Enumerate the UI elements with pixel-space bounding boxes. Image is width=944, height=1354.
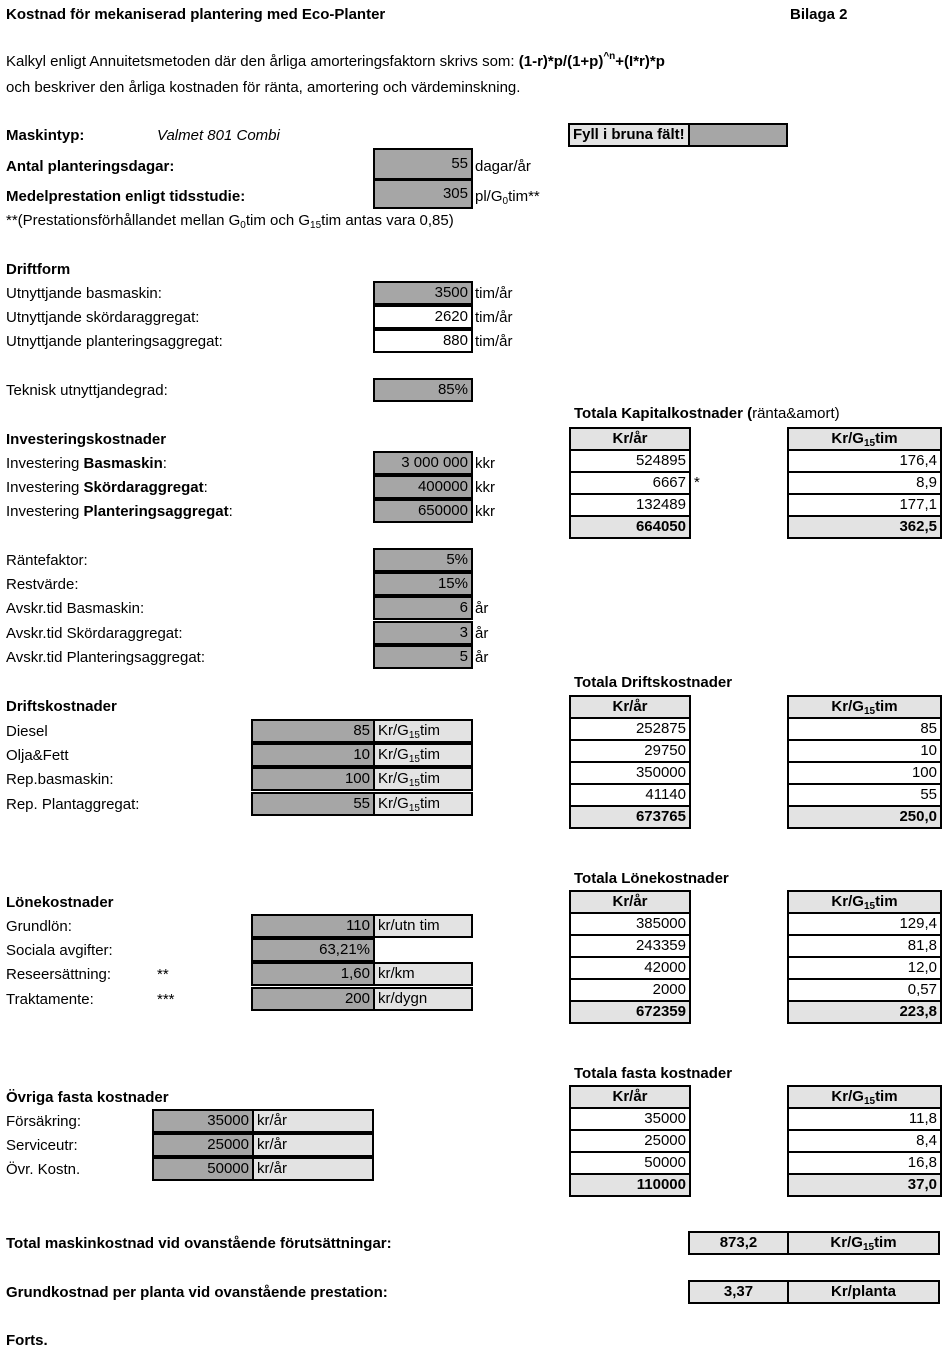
- fixed-heading: Övriga fasta kostnader: [6, 1089, 169, 1106]
- table-row: [570, 935, 941, 957]
- planting-days-unit: dagar/år: [475, 158, 531, 175]
- performance-unit: [475, 186, 540, 208]
- cell-yr: 42000: [570, 957, 690, 979]
- op-unit-b: tim: [419, 770, 440, 787]
- wage-mark-3: ***: [157, 991, 175, 1008]
- investment-prefix: Investering: [6, 479, 84, 496]
- col2-a: Kr/G: [831, 1088, 864, 1105]
- perf-unit-sub: 0: [502, 196, 509, 207]
- factor-unit-4: år: [475, 649, 489, 666]
- total-machine-unit: [787, 1231, 940, 1255]
- cell-h: 129,4: [788, 913, 941, 935]
- row-mark: *: [690, 472, 788, 494]
- op-unit-a: Kr/G: [378, 722, 409, 739]
- col-header-kr-g15: [788, 891, 941, 913]
- table-row-total: [570, 1001, 941, 1023]
- ratio-note-c: tim antas vara 0,85): [321, 212, 454, 229]
- fixed-input-1[interactable]: 25000: [152, 1133, 254, 1157]
- technical-input[interactable]: 85%: [373, 378, 473, 402]
- investment-name-0: Basmaskin: [83, 455, 163, 472]
- operating-unit-1: [373, 743, 473, 767]
- table-row: [570, 740, 941, 762]
- tm-unit-a: Kr/G: [830, 1234, 863, 1251]
- table-row: [570, 784, 941, 806]
- drift-input-2[interactable]: 880: [373, 329, 473, 353]
- row-mark: [690, 450, 788, 472]
- investment-input-2[interactable]: 650000: [373, 499, 473, 523]
- fixed-input-2[interactable]: 50000: [152, 1157, 254, 1181]
- factor-input-2[interactable]: 6: [373, 596, 473, 620]
- fixed-totals-table: [569, 1085, 942, 1197]
- drift-label-1: Utnyttjande skördaraggregat:: [6, 309, 200, 326]
- spacer-cell: [690, 1130, 788, 1152]
- total-h: 362,5: [788, 516, 941, 538]
- wages-heading: Lönekostnader: [6, 894, 114, 911]
- op-unit-b: tim: [419, 795, 440, 812]
- wage-totals-table: [569, 890, 942, 1024]
- fixed-input-0[interactable]: 35000: [152, 1109, 254, 1133]
- wage-unit-2: kr/km: [373, 962, 473, 986]
- cell-h: 0,57: [788, 979, 941, 1001]
- factor-label-2: Avskr.tid Basmaskin:: [6, 600, 145, 617]
- fixed-unit-0: kr/år: [252, 1109, 374, 1133]
- col-header-kr-g15: [788, 696, 941, 718]
- wage-label-2: Reseersättning:: [6, 966, 112, 983]
- investment-label-1: [6, 477, 208, 499]
- drift-label-2: Utnyttjande planteringsaggregat:: [6, 333, 223, 350]
- table-row: [570, 762, 941, 784]
- cell-yr: 243359: [570, 935, 690, 957]
- table-row: [570, 979, 941, 1001]
- col2-b: tim: [875, 430, 898, 447]
- formula-part-b: +(I*r)*p: [615, 53, 665, 70]
- cell-h: 81,8: [788, 935, 941, 957]
- per-plant-label: Grundkostnad per planta vid ovanstående prestation:: [6, 1284, 388, 1301]
- spacer-cell: [690, 516, 788, 538]
- op-unit-sub: 15: [408, 778, 420, 789]
- investment-input-1[interactable]: 400000: [373, 475, 473, 499]
- col-header-kr-ar: Kr/år: [570, 891, 690, 913]
- formula-exponent: ^n: [603, 51, 616, 62]
- factor-input-3[interactable]: 3: [373, 621, 473, 645]
- operating-input-2[interactable]: 100: [251, 767, 375, 791]
- operating-input-3[interactable]: 55: [251, 792, 375, 816]
- cell-yr: 35000: [570, 1108, 690, 1130]
- table-row: [570, 1152, 941, 1174]
- cell-yr: 41140: [570, 784, 690, 806]
- operating-unit-0: [373, 719, 473, 743]
- factor-unit-2: år: [475, 600, 489, 617]
- spacer-cell: [690, 957, 788, 979]
- table-row-total: [570, 516, 941, 538]
- col2-b: tim: [875, 893, 898, 910]
- spacer-cell: [690, 740, 788, 762]
- ratio-note-sub2: 15: [310, 220, 322, 231]
- factor-unit-3: år: [475, 625, 489, 642]
- op-unit-sub: 15: [408, 754, 420, 765]
- appendix-label: Bilaga 2: [790, 6, 848, 23]
- ratio-note-b: tim och G: [245, 212, 311, 229]
- continued-label: Forts.: [6, 1332, 48, 1349]
- wage-label-3: Traktamente:: [6, 991, 94, 1008]
- cell-h: 12,0: [788, 957, 941, 979]
- wage-input-1[interactable]: 63,21%: [251, 938, 375, 962]
- table-row: [570, 472, 941, 494]
- table-row: [570, 891, 941, 913]
- factor-input-4[interactable]: 5: [373, 645, 473, 669]
- spacer-cell: [690, 935, 788, 957]
- spacer-cell: [690, 1086, 788, 1108]
- investment-colon-0: :: [162, 455, 167, 472]
- operating-label-3: Rep. Plantaggregat:: [6, 796, 140, 813]
- wage-input-0[interactable]: 110: [251, 914, 375, 938]
- intro-text: Kalkyl enligt Annuitetsmetoden där den årliga amorteringsfaktorn skrivs som:: [6, 53, 519, 70]
- cell-h: 100: [788, 762, 941, 784]
- total-yr: 673765: [570, 806, 690, 828]
- wage-input-2[interactable]: 1,60: [251, 962, 375, 986]
- table-row: [570, 1086, 941, 1108]
- col2-a: Kr/G: [831, 893, 864, 910]
- cell-h: 55: [788, 784, 941, 806]
- operating-label-2: Rep.basmaskin:: [6, 771, 114, 788]
- table-row-total: [570, 806, 941, 828]
- op-unit-b: tim: [419, 722, 440, 739]
- table-row: [570, 450, 941, 472]
- total-machine-value: 873,2: [688, 1231, 789, 1255]
- driftform-heading: Driftform: [6, 261, 71, 278]
- capital-totals-title: [574, 403, 840, 425]
- cell-h: 16,8: [788, 1152, 941, 1174]
- cell-h: 10: [788, 740, 941, 762]
- col2-sub: 15: [863, 1096, 876, 1107]
- investment-heading: Investeringskostnader: [6, 431, 167, 448]
- col-header-kr-g15: [788, 1086, 941, 1108]
- wage-input-3[interactable]: 200: [251, 987, 375, 1011]
- drift-unit-1: tim/år: [475, 309, 513, 326]
- spacer-cell: [690, 428, 788, 450]
- performance-label: Medelprestation enligt tidsstudie:: [6, 188, 246, 205]
- operating-heading: Driftskostnader: [6, 698, 117, 715]
- drift-label-0: Utnyttjande basmaskin:: [6, 285, 162, 302]
- cell-yr: 29750: [570, 740, 690, 762]
- table-row: [570, 1130, 941, 1152]
- cell-yr: 132489: [570, 494, 690, 516]
- table-row-total: [570, 1174, 941, 1196]
- total-yr: 672359: [570, 1001, 690, 1023]
- investment-label-0: [6, 453, 167, 475]
- formula-part-a: (1-r)*p/(1+p): [518, 53, 604, 70]
- col2-sub: 15: [863, 901, 876, 912]
- spacer-cell: [690, 1174, 788, 1196]
- ratio-note-sub1: 0: [240, 220, 246, 231]
- cell-yr: 252875: [570, 718, 690, 740]
- technical-label: Teknisk utnyttjandegrad:: [6, 382, 168, 399]
- spacer-cell: [690, 718, 788, 740]
- table-row: [570, 718, 941, 740]
- col2-a: Kr/G: [831, 698, 864, 715]
- fixed-unit-1: kr/år: [252, 1133, 374, 1157]
- spacer-cell: [690, 806, 788, 828]
- operating-totals-table: [569, 695, 942, 829]
- investment-unit-0: kkr: [475, 455, 495, 472]
- table-row: [570, 428, 941, 450]
- op-unit-a: Kr/G: [378, 770, 409, 787]
- per-plant-value: 3,37: [688, 1280, 789, 1304]
- perf-unit-a: pl/G: [475, 188, 503, 205]
- wage-totals-title: Totala Lönekostnader: [574, 870, 729, 887]
- spacer-cell: [690, 979, 788, 1001]
- op-unit-a: Kr/G: [378, 746, 409, 763]
- cell-h: 176,4: [788, 450, 941, 472]
- cell-h: 177,1: [788, 494, 941, 516]
- total-yr: 664050: [570, 516, 690, 538]
- spacer-cell: [690, 1108, 788, 1130]
- fixed-totals-title: Totala fasta kostnader: [574, 1065, 733, 1082]
- capital-title-a: Totala Kapitalkostnader (: [574, 405, 753, 422]
- spacer-cell: [690, 696, 788, 718]
- col-header-kr-ar: Kr/år: [570, 1086, 690, 1108]
- planting-days-input[interactable]: 55: [373, 148, 473, 180]
- investment-input-0[interactable]: 3 000 000: [373, 451, 473, 475]
- drift-input-1[interactable]: 2620: [373, 305, 473, 329]
- table-row: [570, 696, 941, 718]
- operating-totals-title: Totala Driftskostnader: [574, 674, 733, 691]
- table-row: [570, 494, 941, 516]
- op-unit-b: tim: [419, 746, 440, 763]
- operating-label-1: Olja&Fett: [6, 747, 69, 764]
- per-plant-unit: Kr/planta: [787, 1280, 940, 1304]
- cell-yr: 6667: [570, 472, 690, 494]
- wage-mark-2: **: [157, 966, 169, 983]
- document-title: Kostnad för mekaniserad plantering med Eco-Planter: [6, 6, 386, 23]
- spacer-cell: [690, 891, 788, 913]
- investment-name-2: Planteringsaggregat: [83, 503, 229, 520]
- col-header-kr-ar: Kr/år: [570, 428, 690, 450]
- factor-label-4: Avskr.tid Planteringsaggregat:: [6, 649, 206, 666]
- operating-input-1[interactable]: 10: [251, 743, 375, 767]
- table-row: [570, 913, 941, 935]
- total-h: 250,0: [788, 806, 941, 828]
- wage-unit-3: kr/dygn: [373, 987, 473, 1011]
- drift-unit-0: tim/år: [475, 285, 513, 302]
- drift-unit-2: tim/år: [475, 333, 513, 350]
- fill-color-sample: [688, 123, 788, 147]
- total-h: 37,0: [788, 1174, 941, 1196]
- cell-yr: 350000: [570, 762, 690, 784]
- machine-type-value: Valmet 801 Combi: [157, 127, 280, 144]
- col2-b: tim: [875, 698, 898, 715]
- operating-unit-3: [373, 792, 473, 816]
- operating-unit-2: [373, 767, 473, 791]
- amortization-formula: [519, 53, 665, 70]
- col2-b: tim: [875, 1088, 898, 1105]
- op-unit-a: Kr/G: [378, 795, 409, 812]
- spacer-cell: [690, 913, 788, 935]
- cell-yr: 524895: [570, 450, 690, 472]
- operating-input-0[interactable]: 85: [251, 719, 375, 743]
- total-machine-label: Total maskinkostnad vid ovanstående förutsättningar:: [6, 1235, 392, 1252]
- investment-unit-2: kkr: [475, 503, 495, 520]
- cell-h: 8,4: [788, 1130, 941, 1152]
- performance-input[interactable]: 305: [373, 179, 473, 209]
- cell-h: 8,9: [788, 472, 941, 494]
- planting-days-label: Antal planteringsdagar:: [6, 158, 175, 175]
- wage-label-1: Sociala avgifter:: [6, 942, 113, 959]
- tm-unit-sub: 15: [862, 1242, 875, 1253]
- tm-unit-b: tim: [874, 1234, 897, 1251]
- intro-line-2: och beskriver den årliga kostnaden för ränta, amortering och värdeminskning.: [6, 79, 521, 96]
- wage-label-0: Grundlön:: [6, 918, 72, 935]
- spacer-cell: [690, 1152, 788, 1174]
- spacer-cell: [690, 762, 788, 784]
- ratio-note: [6, 210, 454, 232]
- drift-input-0[interactable]: 3500: [373, 281, 473, 305]
- op-unit-sub: 15: [408, 803, 420, 814]
- investment-name-1: Skördaraggregat: [83, 479, 204, 496]
- row-mark: [690, 494, 788, 516]
- capital-totals-table: [569, 427, 942, 539]
- table-row: [570, 957, 941, 979]
- col2-sub: 15: [863, 706, 876, 717]
- wage-unit-0: kr/utn tim: [373, 914, 473, 938]
- fixed-label-2: Övr. Kostn.: [6, 1161, 81, 1178]
- total-h: 223,8: [788, 1001, 941, 1023]
- factor-label-0: Räntefaktor:: [6, 552, 88, 569]
- investment-unit-1: kkr: [475, 479, 495, 496]
- col2-sub: 15: [863, 438, 876, 449]
- factor-input-1[interactable]: 15%: [373, 572, 473, 596]
- investment-prefix: Investering: [6, 503, 84, 520]
- cell-yr: 385000: [570, 913, 690, 935]
- intro-line-1: [6, 51, 665, 73]
- col-header-kr-ar: Kr/år: [570, 696, 690, 718]
- ratio-note-a: **(Prestationsförhållandet mellan G: [6, 212, 241, 229]
- total-yr: 110000: [570, 1174, 690, 1196]
- spacer-cell: [690, 1001, 788, 1023]
- fixed-label-1: Serviceutr:: [6, 1137, 78, 1154]
- cell-yr: 25000: [570, 1130, 690, 1152]
- cell-h: 11,8: [788, 1108, 941, 1130]
- col2-a: Kr/G: [831, 430, 864, 447]
- investment-prefix: Investering: [6, 455, 84, 472]
- cell-yr: 2000: [570, 979, 690, 1001]
- machine-type-label: Maskintyp:: [6, 127, 85, 144]
- col-header-kr-g15: [788, 428, 941, 450]
- factor-input-0[interactable]: 5%: [373, 548, 473, 572]
- fixed-label-0: Försäkring:: [6, 1113, 82, 1130]
- investment-label-2: [6, 501, 233, 523]
- operating-label-0: Diesel: [6, 723, 48, 740]
- cell-yr: 50000: [570, 1152, 690, 1174]
- fixed-unit-2: kr/år: [252, 1157, 374, 1181]
- factor-label-3: Avskr.tid Skördaraggregat:: [6, 625, 183, 642]
- investment-colon-2: :: [228, 503, 233, 520]
- spacer-cell: [690, 784, 788, 806]
- op-unit-sub: 15: [408, 730, 420, 741]
- cell-h: 85: [788, 718, 941, 740]
- perf-unit-b: tim**: [508, 188, 540, 205]
- fill-instruction: Fyll i bruna fält!: [568, 123, 690, 147]
- investment-colon-1: :: [203, 479, 208, 496]
- capital-title-b: ränta&amort): [752, 405, 840, 422]
- table-row: [570, 1108, 941, 1130]
- factor-label-1: Restvärde:: [6, 576, 79, 593]
